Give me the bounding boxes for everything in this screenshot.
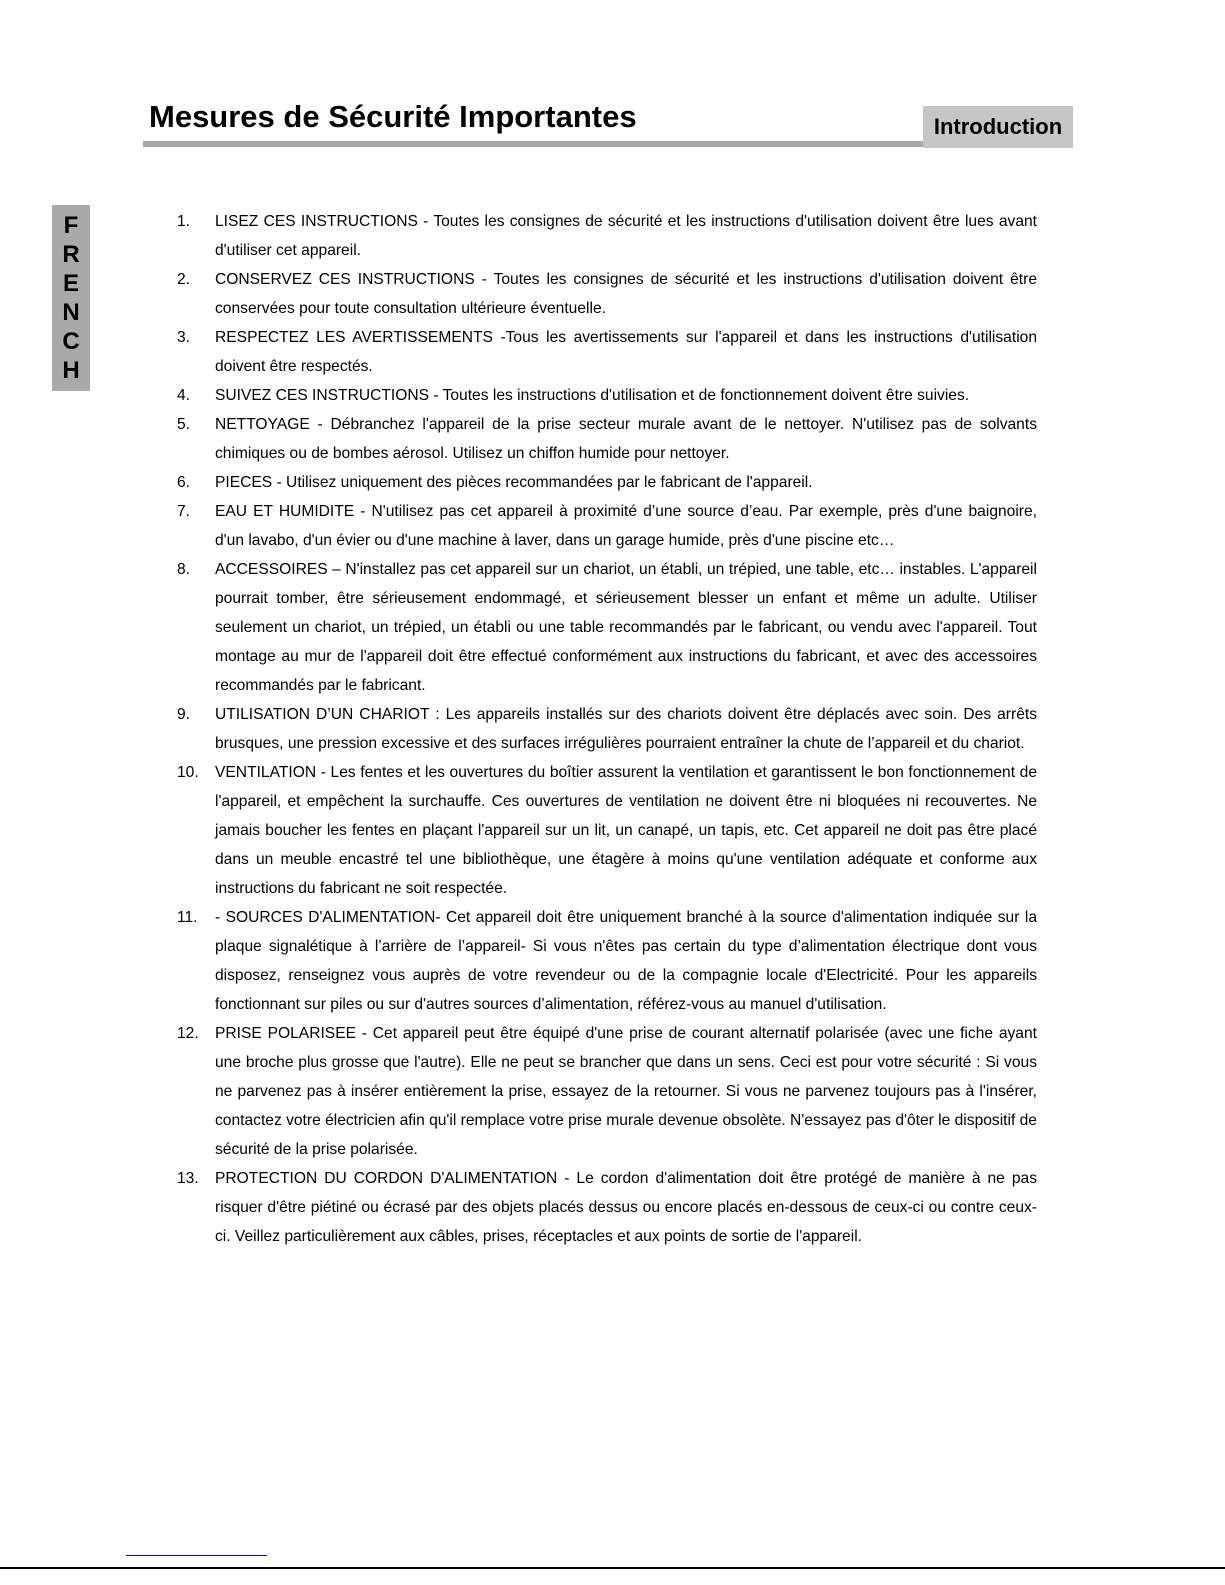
item-text: VENTILATION - Les fentes et les ouvertures du boîtier assurent la ventilation et garantissent le bon fonctionnement de l'appareil, et empêchent la surchauffe. Ces ouvertures de ventilation ne doivent être ni bloquées ni recouvertes. Ne jamais boucher les fentes en plaçant l'appareil sur un lit, un canapé, un tapis, etc. Cet appareil ne doit pas être placé dans un meuble encastré tel une bibliothèque, une étagère à moins qu'une ventilation adéquate et conforme aux instructions du fabricant ne soit respectée. bbox=[215, 764, 1037, 897]
list-item bbox=[177, 1019, 1037, 1164]
language-letter: E bbox=[62, 270, 79, 297]
item-number: 2. bbox=[177, 271, 191, 288]
list-item bbox=[177, 555, 1037, 700]
list-item bbox=[177, 381, 1037, 410]
footer-link-underline[interactable] bbox=[126, 1555, 267, 1556]
safety-instructions-list bbox=[177, 207, 1037, 1251]
page-title: Mesures de Sécurité Importantes bbox=[149, 99, 637, 134]
item-number: 6. bbox=[177, 474, 191, 491]
item-text: SUIVEZ CES INSTRUCTIONS - Toutes les instructions d'utilisation et de fonctionnement doivent être suivies. bbox=[215, 387, 970, 404]
item-text: LISEZ CES INSTRUCTIONS - Toutes les consignes de sécurité et les instructions d'utilisation doivent être lues avant d'utiliser cet appareil. bbox=[215, 213, 1037, 259]
item-number: 7. bbox=[177, 503, 191, 520]
item-number: 1. bbox=[177, 213, 191, 230]
item-number: 12. bbox=[177, 1025, 199, 1042]
list-item bbox=[177, 323, 1037, 381]
list-item bbox=[177, 700, 1037, 758]
item-text: RESPECTEZ LES AVERTISSEMENTS -Tous les avertissements sur l'appareil et dans les instructions d'utilisation doivent être respectés. bbox=[215, 329, 1037, 375]
list-item bbox=[177, 903, 1037, 1019]
item-text: PIECES - Utilisez uniquement des pièces recommandées par le fabricant de l'appareil. bbox=[215, 474, 813, 491]
item-text: NETTOYAGE - Débranchez l'appareil de la prise secteur murale avant de le nettoyer. N'utilisez pas de solvants chimiques ou de bombes aérosol. Utilisez un chiffon humide pour nettoyer. bbox=[215, 416, 1037, 462]
language-letter: H bbox=[62, 357, 80, 384]
section-tab: Introduction bbox=[923, 106, 1073, 148]
item-text: ACCESSOIRES – N'installez pas cet appareil sur un chariot, un établi, un trépied, une table, etc… instables. L'appareil pourrait tomber, être sérieusement endommagé, et sérieusement blesser un enfant et même un adulte. Utiliser seulement un chariot, un trépied, un établi ou une table recommandés par le fabricant, ou vendu avec l'appareil. Tout montage au mur de l'appareil doit être effectué conformément aux instructions du fabricant, et avec des accessoires recommandés par le fabricant. bbox=[215, 561, 1037, 694]
list-item bbox=[177, 497, 1037, 555]
language-tab bbox=[52, 205, 90, 391]
item-text: UTILISATION D’UN CHARIOT : Les appareils installés sur des chariots doivent être déplacés avec soin. Des arrêts brusques, une pression excessive et des surfaces irrégulières pourraient entraîner la chute de l’appareil et du chariot. bbox=[215, 706, 1037, 752]
item-number: 13. bbox=[177, 1170, 199, 1187]
language-letter: N bbox=[62, 299, 80, 326]
list-item bbox=[177, 468, 1037, 497]
header-rule bbox=[143, 141, 923, 147]
item-text: PROTECTION DU CORDON D'ALIMENTATION - Le cordon d'alimentation doit être protégé de manière à ne pas risquer d'être piétiné ou écrasé par des objets placés dessus ou encore placés en-dessous de ceux-ci ou contre ceux-ci. Veillez particulièrement aux câbles, prises, réceptacles et aux points de sortie de l'appareil. bbox=[215, 1170, 1037, 1245]
language-letter: C bbox=[62, 328, 80, 355]
item-number: 11. bbox=[177, 909, 198, 926]
item-text: EAU ET HUMIDITE - N'utilisez pas cet appareil à proximité d’une source d’eau. Par exemple, près d'une baignoire, d'un lavabo, d'un évier ou d'une machine à laver, dans un garage humide, près d'une piscine etc… bbox=[215, 503, 1037, 549]
list-item bbox=[177, 410, 1037, 468]
item-number: 10. bbox=[177, 764, 199, 781]
item-number: 5. bbox=[177, 416, 191, 433]
list-item bbox=[177, 758, 1037, 903]
item-text: CONSERVEZ CES INSTRUCTIONS - Toutes les consignes de sécurité et les instructions d'utilisation doivent être conservées pour toute consultation ultérieure éventuelle. bbox=[215, 271, 1037, 317]
item-text: PRISE POLARISEE - Cet appareil peut être équipé d'une prise de courant alternatif polarisée (avec une fiche ayant une broche plus grosse que l'autre). Elle ne peut se brancher que dans un sens. Ceci est pour votre sécurité : Si vous ne parvenez pas à insérer entièrement la prise, essayez de la retourner. Si vous ne parvenez toujours pas à l'insérer, contactez votre électricien afin qu'il remplace votre prise murale devenue obsolète. N'essayez pas d'ôter le dispositif de sécurité de la prise polarisée. bbox=[215, 1025, 1037, 1158]
item-number: 9. bbox=[177, 706, 191, 723]
list-item bbox=[177, 207, 1037, 265]
item-text: - SOURCES D'ALIMENTATION- Cet appareil doit être uniquement branché à la source d'alimentation indiquée sur la plaque signalétique à l’arrière de l’appareil- Si vous n'êtes pas certain du type d’alimentation électrique dont vous disposez, renseignez vous auprès de votre revendeur ou de la compagnie locale d'Electricité. Pour les appareils fonctionnant sur piles ou sur d'autres sources d’alimentation, référez-vous au manuel d'utilisation. bbox=[215, 909, 1037, 1013]
language-letter: R bbox=[62, 241, 80, 268]
bottom-rule bbox=[0, 1567, 1225, 1569]
list-item bbox=[177, 265, 1037, 323]
item-number: 3. bbox=[177, 329, 191, 346]
item-number: 4. bbox=[177, 387, 191, 404]
item-number: 8. bbox=[177, 561, 191, 578]
language-letter: F bbox=[63, 212, 79, 239]
list-item bbox=[177, 1164, 1037, 1251]
